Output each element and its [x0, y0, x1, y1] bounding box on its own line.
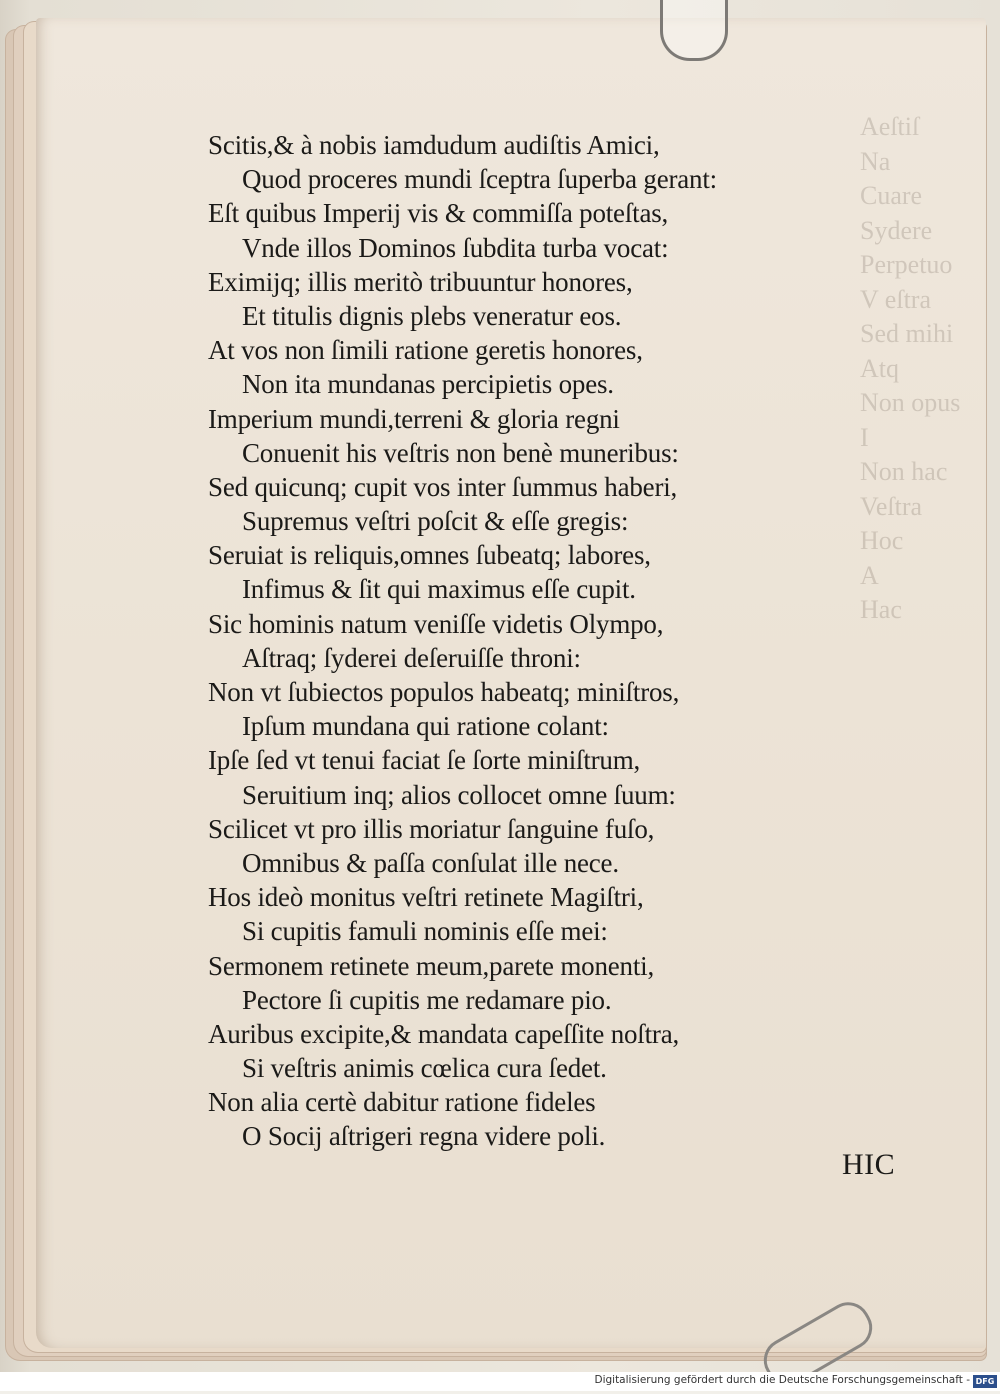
verse-line: Sermonem retinete meum,parete monenti,	[208, 950, 654, 981]
verse-line: Sic hominis natum veniſſe videtis Olympo,	[208, 608, 664, 639]
verse-line: Scilicet vt pro illis moriatur ſanguine fuſo,	[208, 813, 655, 844]
verse-line: Eximijq; illis meritò tribuuntur honores,	[208, 266, 633, 297]
metal-clip-icon	[660, 0, 728, 61]
verse-line: Non ita mundanas percipietis opes.	[242, 369, 614, 400]
verse-line: Ipſe ſed vt tenui faciat ſe ſorte miniſtrum,	[208, 745, 641, 776]
verse-line: Et titulis dignis plebs veneratur eos.	[242, 300, 622, 331]
verse-line: Hos ideò monitus veſtri retinete Magiſtri,	[208, 882, 644, 913]
verse-line: Non alia certè dabitur ratione fideles	[208, 1087, 596, 1118]
verse-line: Quod proceres mundi ſceptra ſuperba gerant:	[242, 164, 717, 195]
verse-line: O Socij aſtrigeri regna videre poli.	[242, 1121, 606, 1152]
footer-credit: Digitalisierung gefördert durch die Deutsche Forschungsgemeinschaft -	[594, 1374, 970, 1386]
verse-line: Supremus veſtri poſcit & eſſe gregis:	[242, 506, 629, 537]
verse-line: Auribus excipite,& mandata capeſſite noſtra,	[208, 1018, 680, 1049]
dfg-logo-icon: DFG	[973, 1375, 997, 1388]
verse-line: Vnde illos Dominos ſubdita turba vocat:	[242, 232, 669, 263]
verse-line: Conuenit his veſtris non benè muneribus:	[242, 437, 679, 468]
verse-line: Scitis,& à nobis iamdudum audiſtis Amici,	[208, 130, 660, 160]
verse-line: Seruiat is reliquis,omnes ſubeatq; labores,	[208, 540, 651, 571]
catchword: HIC	[842, 1148, 896, 1181]
verse-line: Infimus & ſit qui maximus eſſe cupit.	[242, 574, 636, 605]
verse-line: Si cupitis famuli nominis eſſe mei:	[242, 916, 608, 947]
verse-line: Eſt quibus Imperij vis & commiſſa poteſtas,	[208, 198, 669, 229]
show-through-text: Aeſtiſ Na Cuare Sydere Perpetuo V eſtra Sed mihi Atq Non opus I Non hac Veſtra Hoc A Hac	[860, 112, 961, 624]
verse-line: Non vt ſubiectos populos habeatq; miniſtros,	[208, 677, 680, 707]
verse-line: Ipſum mundana qui ratione colant:	[242, 711, 609, 742]
verse-line: Omnibus & paſſa conſulat ille nece.	[242, 847, 619, 878]
verse-block	[208, 128, 828, 1154]
verse-line: Si veſtris animis cœlica cura ſedet.	[242, 1053, 607, 1084]
verse-line: Aſtraq; ſyderei deſeruiſſe throni:	[242, 642, 581, 673]
verse-line: Seruitium inq; alios collocet omne ſuum:	[242, 779, 676, 810]
verse-line: Sed quicunq; cupit vos inter ſummus haberi,	[208, 471, 678, 502]
digitization-footer	[0, 1372, 1000, 1391]
verse-line: Imperium mundi,terreni & gloria regni	[208, 403, 620, 434]
verse-line: Pectore ſi cupitis me redamare pio.	[242, 984, 612, 1015]
verse-line: At vos non ſimili ratione geretis honores,	[208, 335, 643, 366]
